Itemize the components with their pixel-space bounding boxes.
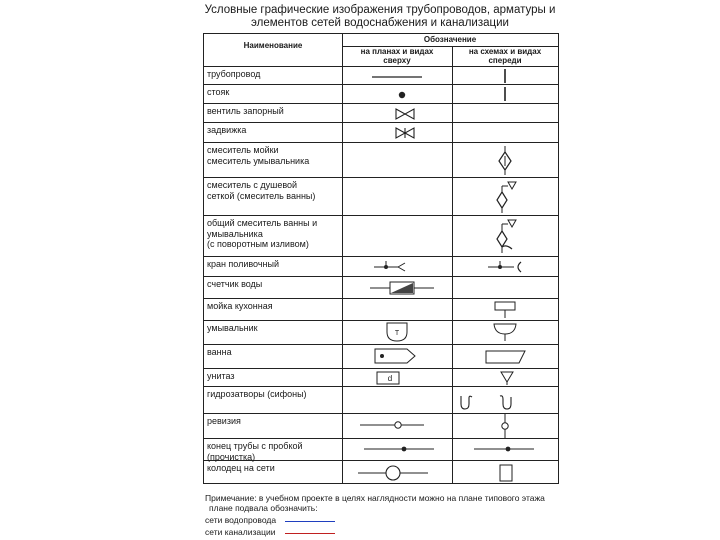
footnote-line-1: Примечание: в учебном проекте в целях наглядности можно на плане типового этажа — [205, 493, 545, 503]
header-scheme-line-1: на схемах и видах — [468, 47, 542, 56]
pipeline-scheme-symbol — [500, 68, 510, 84]
footnote-line-2: плане подвала обозначить: — [209, 503, 318, 513]
kitchen-sink-scheme-symbol — [494, 301, 516, 319]
row-separator — [204, 276, 558, 277]
riser-scheme-symbol — [500, 86, 510, 102]
row-label-pipeline: трубопровод — [207, 69, 261, 79]
row-label-traps: гидрозатворы (сифоны) — [207, 389, 307, 399]
traps-scheme-symbol — [460, 395, 520, 411]
row-label-revision: ревизия — [207, 416, 241, 426]
pipe-plug-scheme-symbol — [474, 444, 534, 454]
row-separator — [204, 344, 558, 345]
header-plan-view — [342, 47, 452, 65]
revision-scheme-symbol — [495, 414, 515, 438]
row-label-pipe-plug: конец трубы с пробкой (прочистка) — [207, 441, 303, 462]
footnote — [205, 493, 585, 513]
pipeline-plan-symbol — [372, 75, 422, 79]
symbols-table — [203, 33, 559, 484]
legend-water-supply-label: сети водопровода — [205, 515, 277, 525]
washbasin-plan-symbol — [386, 322, 408, 342]
toilet-scheme-symbol — [500, 371, 514, 385]
washbasin-scheme-symbol — [493, 322, 517, 342]
row-label-gate-valve: задвижка — [207, 125, 247, 135]
bathtub-scheme-symbol — [482, 350, 526, 364]
title-line-1: Условные графические изображения трубопроводов, арматуры и — [204, 4, 556, 16]
header-plan-line-2: сверху — [383, 56, 411, 65]
shower-mixer-scheme-symbol — [494, 180, 520, 214]
row-separator — [204, 298, 558, 299]
row-label-combined-mixer: общий смеситель ванны и умывальника (с поворотным изливом) — [207, 218, 318, 249]
row-label-kitchen-sink: мойка кухонная — [207, 301, 273, 311]
row-label-sink-mixer: смеситель мойки смеситель умывальника — [207, 145, 310, 166]
manhole-scheme-symbol — [499, 464, 513, 482]
row-separator — [204, 320, 558, 321]
header-designation: Обозначение — [423, 35, 477, 44]
row-separator — [204, 103, 558, 104]
toilet-letter: d — [387, 374, 393, 383]
row-separator — [204, 438, 558, 439]
header-scheme-view — [452, 47, 558, 65]
manhole-plan-symbol — [358, 465, 428, 481]
document-title — [150, 4, 610, 30]
water-meter-plan-symbol — [370, 280, 434, 296]
row-separator — [204, 215, 558, 216]
column-separator-name — [342, 34, 343, 483]
header-plan-line-1: на планах и видах — [360, 47, 434, 56]
row-separator — [204, 368, 558, 369]
row-label-watering-tap: кран поливочный — [207, 259, 280, 269]
row-label-shutoff-valve: вентиль запорный — [207, 106, 284, 116]
riser-plan-symbol — [397, 90, 407, 100]
header-name: Наименование — [243, 41, 303, 50]
legend-sewer-label: сети канализации — [205, 527, 276, 537]
row-separator — [204, 122, 558, 123]
revision-plan-symbol — [360, 420, 424, 430]
row-label-washbasin: умывальник — [207, 323, 258, 333]
shutoff-valve-symbol — [394, 107, 416, 121]
row-label-manhole: колодец на сети — [207, 463, 275, 473]
row-label-shower-mixer: смеситель с душевой сеткой (смеситель ванны) — [207, 180, 316, 201]
toilet-plan-symbol — [376, 371, 400, 385]
row-label-bathtub: ванна — [207, 347, 232, 357]
row-separator — [204, 256, 558, 257]
bathtub-plan-symbol — [374, 348, 418, 364]
gate-valve-symbol — [394, 126, 416, 140]
washbasin-letter: Т — [394, 330, 400, 337]
row-separator — [204, 142, 558, 143]
row-separator — [204, 84, 558, 85]
row-label-toilet: унитаз — [207, 371, 235, 381]
title-line-2: элементов сетей водоснабжения и канализации — [251, 17, 509, 29]
watering-tap-plan-symbol — [374, 260, 408, 274]
combined-mixer-scheme-symbol — [494, 218, 520, 254]
sink-mixer-scheme-symbol — [495, 146, 515, 176]
legend-sewer-line — [285, 533, 335, 534]
row-separator — [204, 386, 558, 387]
row-separator — [204, 66, 558, 67]
row-label-water-meter: счетчик воды — [207, 279, 263, 289]
column-separator-views — [452, 46, 453, 483]
legend-water-supply-line — [285, 521, 335, 522]
pipe-plug-plan-symbol — [364, 444, 434, 454]
row-separator — [204, 177, 558, 178]
row-label-riser: стояк — [207, 87, 230, 97]
watering-tap-scheme-symbol — [488, 260, 524, 274]
header-scheme-line-2: спереди — [488, 56, 522, 65]
